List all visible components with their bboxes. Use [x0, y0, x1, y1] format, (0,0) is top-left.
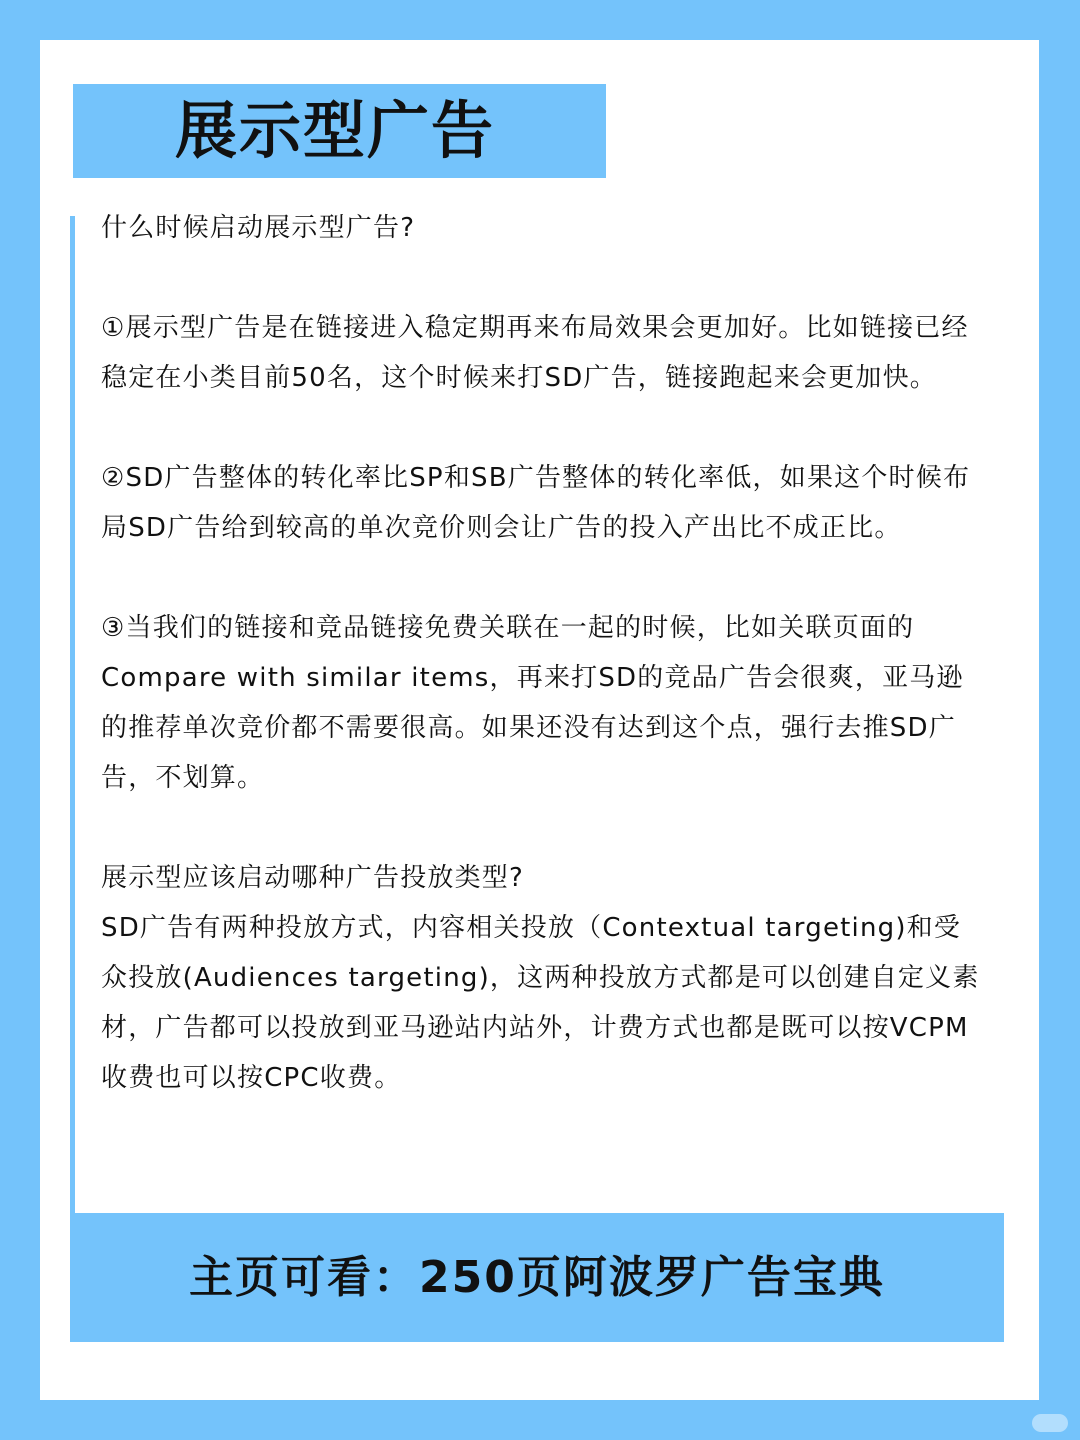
point-one: ①展示型广告是在链接进入稳定期再来布局效果会更加好。比如链接已经稳定在小类目前50名，这个时候来打SD广告，链接跑起来会更加快。 [101, 313, 969, 393]
left-accent-bar [70, 216, 75, 1216]
spacer [101, 253, 981, 303]
page-title: 展示型广告 [175, 94, 496, 167]
question-when-to-launch: 什么时候启动展示型广告? [101, 213, 416, 243]
article-body [101, 203, 981, 1103]
point-three: ③当我们的链接和竞品链接免费关联在一起的时候，比如关联页面的Compare with similar items，再来打SD的竞品广告会很爽，亚马逊的推荐单次竞价都不需要很高。如果还没有达到这个点，强行去推SD广告，不划算。 [101, 613, 964, 793]
watermark-badge [1032, 1414, 1068, 1432]
spacer [101, 553, 981, 603]
point-two: ②SD广告整体的转化率比SP和SB广告整体的转化率低，如果这个时候布局SD广告给到较高的单次竞价则会让广告的投入产出比不成正比。 [101, 463, 971, 543]
spacer [101, 803, 981, 853]
question-targeting-type: 展示型应该启动哪种广告投放类型? [101, 863, 525, 893]
spacer [101, 403, 981, 453]
footer-callout: 主页可看：250页阿波罗广告宝典 [189, 1252, 885, 1303]
targeting-explanation: SD广告有两种投放方式，内容相关投放（Contextual targeting)和受众投放(Audiences targeting)，这两种投放方式都是可以创建自定义素材，广告都可以投放到亚马逊站内站外，计费方式也都是既可以按VCPM收费也可以按CPC收费。 [101, 913, 980, 1093]
